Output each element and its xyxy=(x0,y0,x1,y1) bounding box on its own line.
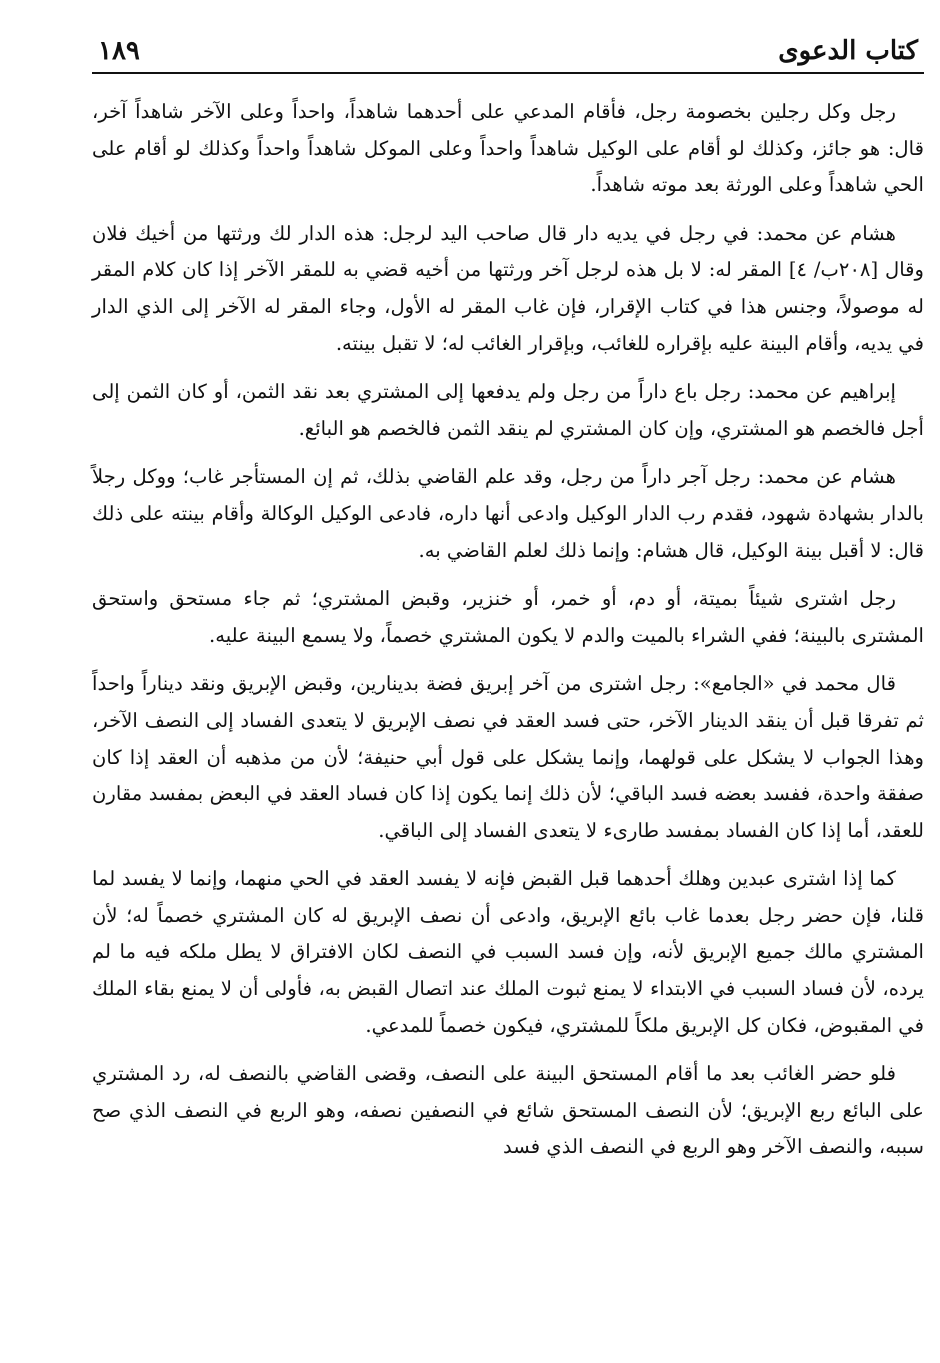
paragraph-4: هشام عن محمد: رجل آجر داراً من رجل، وقد علم القاضي بذلك، ثم إن المستأجر غاب؛ ووكل رجلاً بالدار بشهادة شهود، فقدم رب الدار الوكيل وادعى أنها داره، فادعى الوكيل الوكالة وأقام بينته على ذلك قال: لا أقبل بينة الوكيل، قال هشام: وإنما ذلك لعلم القاضي به. xyxy=(92,465,924,562)
paragraph-7: كما إذا اشترى عبدين وهلك أحدهما قبل القبض فإنه لا يفسد العقد في الحي منهما، وإنما لا يفسد لما قلنا، فإن حضر رجل بعدما غاب بائع الإبريق، وادعى أن نصف الإبريق له كان المشتري خصماً له؛ لأن المشتري مالك جميع الإبريق لأنه، وإن فسد السبب في النصف لكان الافتراق لا يطل ملكه فيه ما لم يرده، لأن فساد السبب في الابتداء لا يمنع ثبوت الملك عند اتصال القبض به، فأولى أن لا يمنع بقاء الملك في المقبوض، فكان كل الإبريق ملكاً للمشتري، فيكون خصماً للمدعي. xyxy=(92,867,924,1037)
chapter-title: كتاب الدعوى xyxy=(778,36,918,66)
paragraph-8: فلو حضر الغائب بعد ما أقام المستحق البينة على النصف، وقضى القاضي بالنصف له، رد المشتري على البائع ربع الإبريق؛ لأن النصف المستحق شائع في النصفين نصفه، وهو الربع في النصف الذي صح سببه، والنصف الآخر وهو الربع في النصف الذي فسد xyxy=(92,1062,924,1159)
paragraph-3: إبراهيم عن محمد: رجل باع داراً من رجل ولم يدفعها إلى المشتري بعد نقد الثمن، أو كان الثمن إلى أجل فالخصم هو المشتري، وإن كان المشتري لم ينقد الثمن فالخصم هو البائع. xyxy=(92,380,924,440)
paragraph-1: رجل وكل رجلين بخصومة رجل، فأقام المدعي على أحدهما شاهداً، واحداً وعلى الآخر شاهداً آخر، قال: هو جائز، وكذلك لو أقام على الوكيل شاهداً واحداً وعلى الموكل شاهداً واحداً وكذلك لو أقام على الحي شاهداً وعلى الورثة بعد موته شاهداً. xyxy=(92,100,924,197)
paragraph-2: هشام عن محمد: في رجل في يديه دار قال صاحب اليد لرجل: هذه الدار لك ورثتها من أخيك فلان وقال [٢٠٨ب/ ٤] المقر له: لا بل هذه لرجل آخر ورثتها من أخيه قضي به للمقر الآخر إذا كان كلام المقر له موصولاً، وجنس هذا في كتاب الإقرار، فإن غاب المقر له الأول، وجاء المقر له الآخر إلى الذي الدار في يديه، وأقام البينة عليه بإقراره للغائب، وبإقرار الغائب له؛ لا تقبل بينته. xyxy=(92,221,924,355)
running-header xyxy=(92,28,924,74)
body-text xyxy=(92,94,924,1166)
paragraph-6: قال محمد في «الجامع»: رجل اشترى من آخر إبريق فضة بدينارين، وقبض الإبريق ونقد ديناراً واحداً ثم تفرقا قبل أن ينقد الدينار الآخر، حتى فسد العقد في نصف الإبريق لا يتعدى الفساد إلى النصف الآخر، وهذا الجواب لا يشكل على قولهما، وإنما يشكل على قول أبي حنيفة؛ لأن من مذهبه أن العقد إذا كان صفقة واحدة، ففسد بعضه فسد الباقي؛ لأن ذلك إنما يكون إذا كان فساد العقد في البعض بمفسد مقارن للعقد، أما إذا كان الفساد بمفسد طارىء لا يتعدى الفساد إلى الباقي. xyxy=(92,672,924,842)
page-number: ١٨٩ xyxy=(98,36,140,66)
paragraph-5: رجل اشترى شيئاً بميتة، أو دم، أو خمر، أو خنزير، وقبض المشتري؛ ثم جاء مستحق واستحق المشترى بالبينة؛ ففي الشراء بالميت والدم لا يكون المشتري خصماً، ولا يسمع البينة عليه. xyxy=(92,587,924,647)
book-page xyxy=(92,28,924,1348)
